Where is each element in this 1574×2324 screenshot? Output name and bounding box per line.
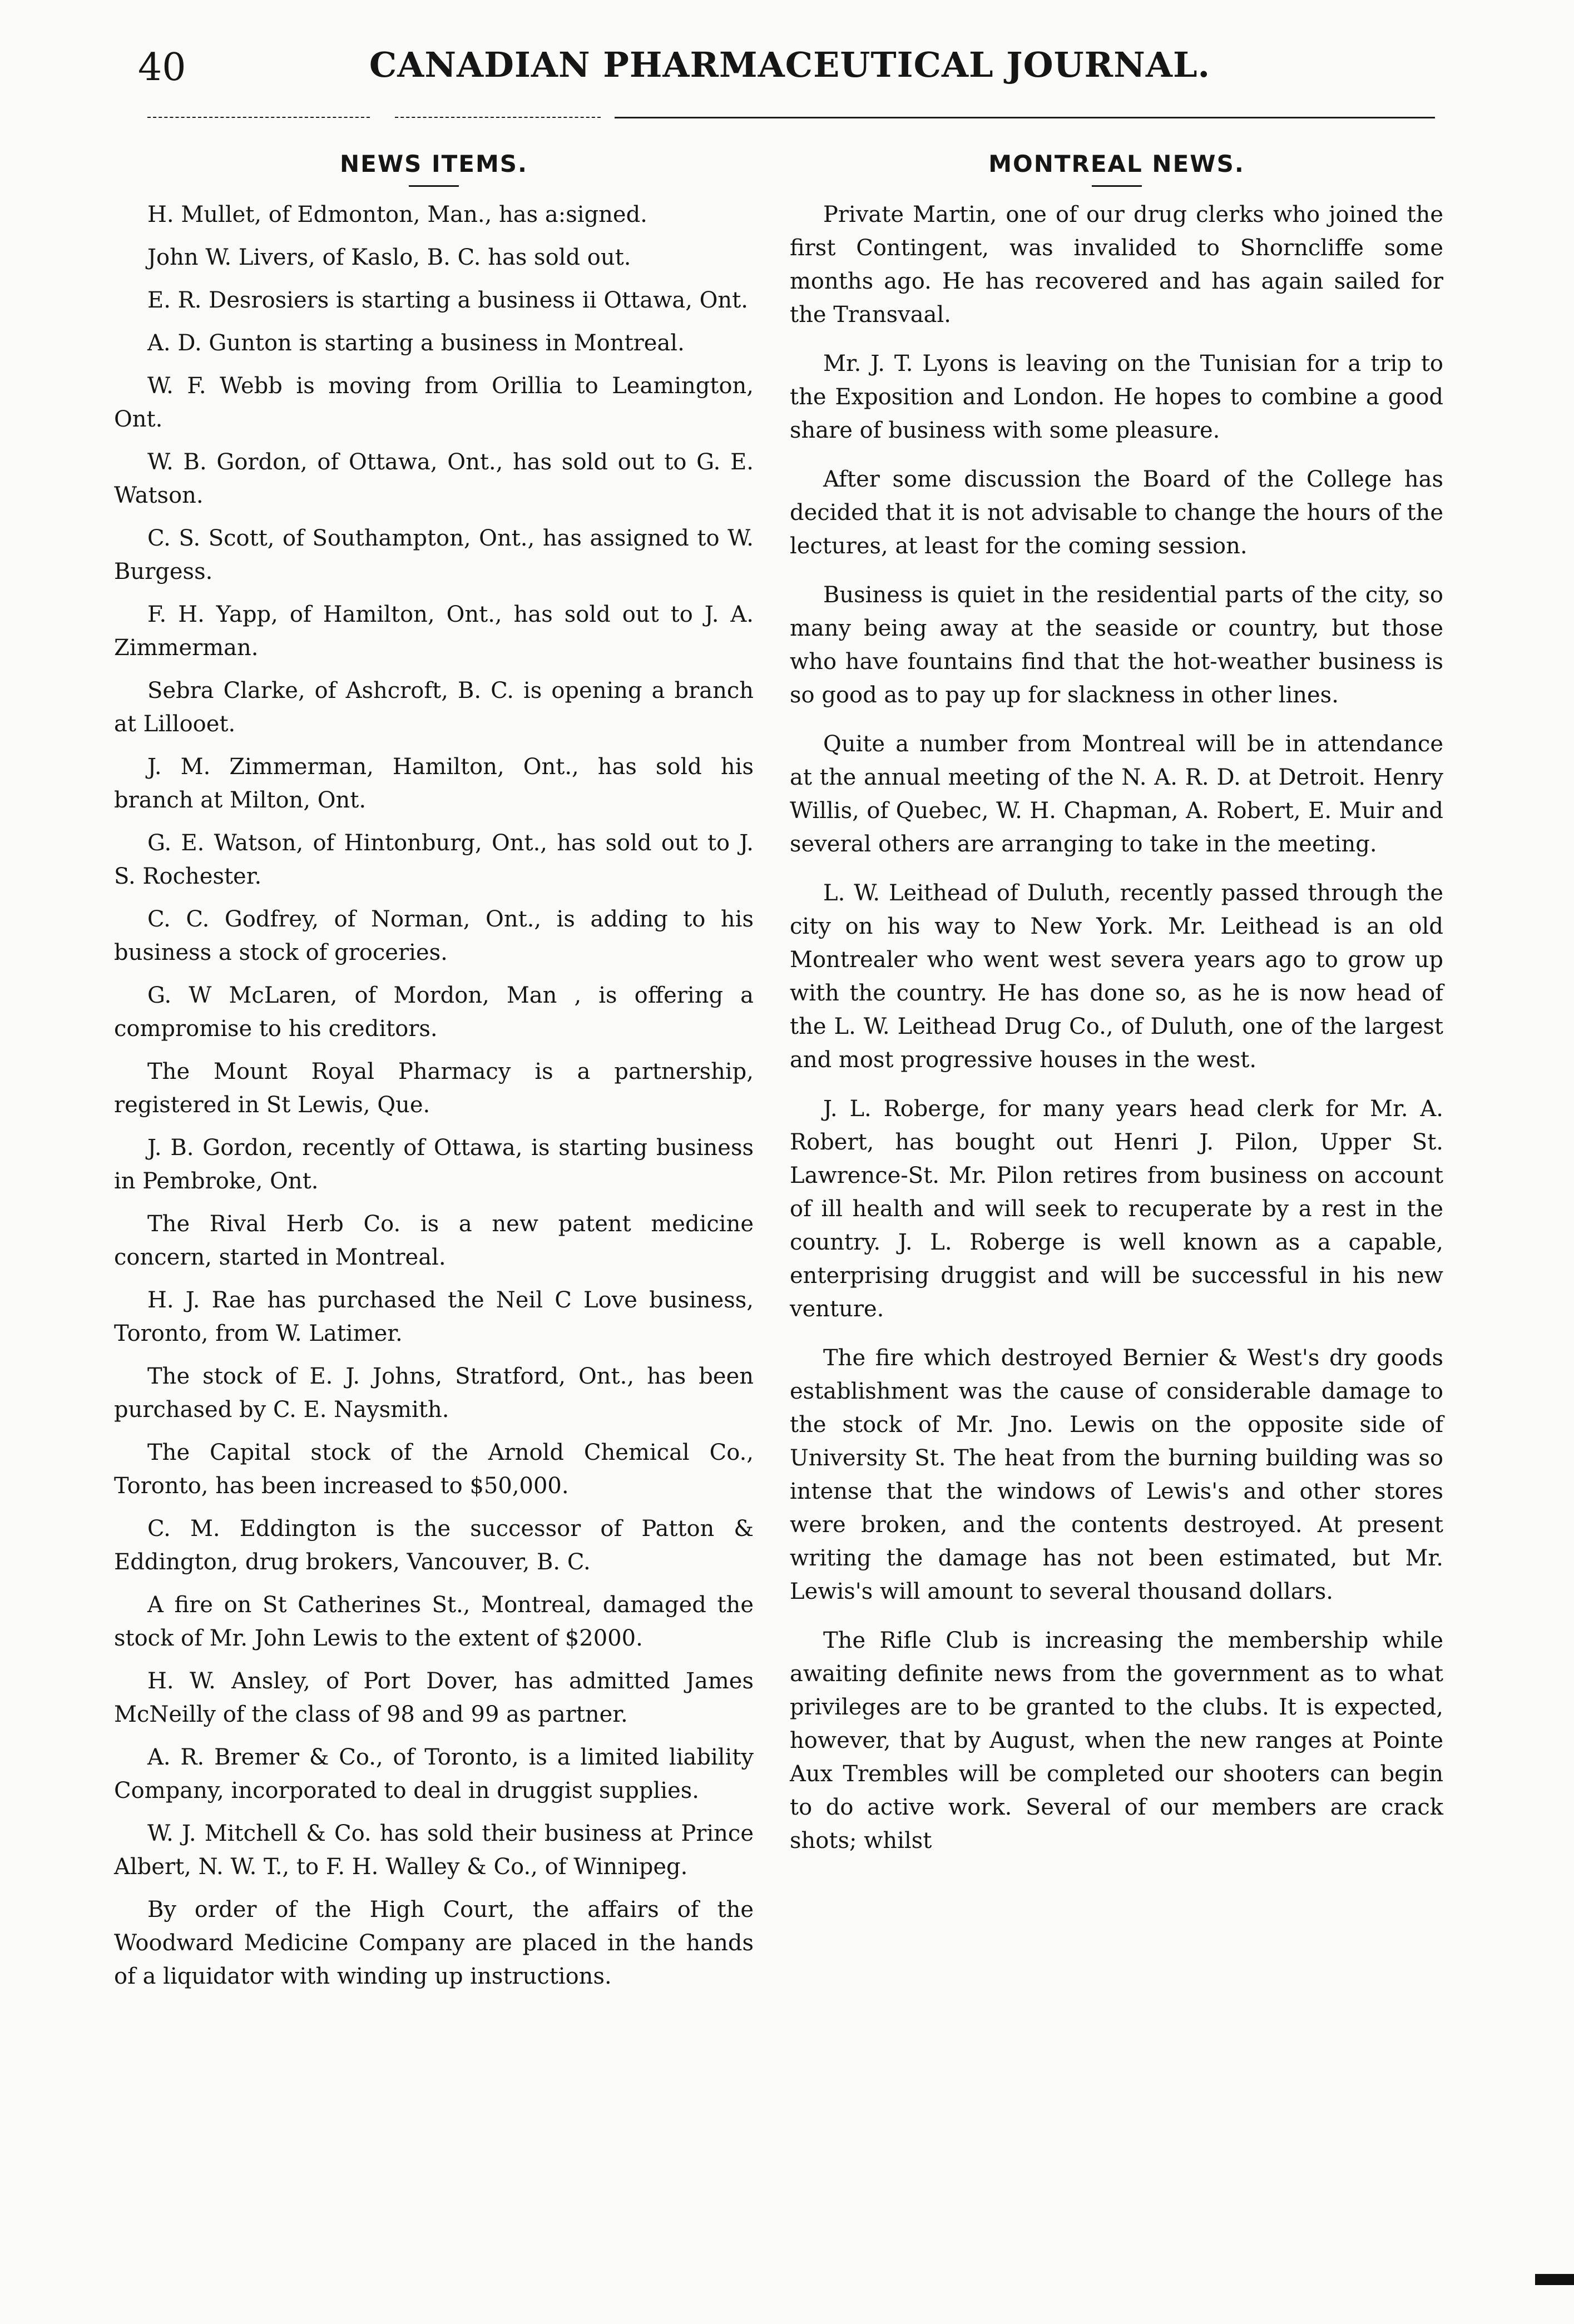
header-rule-right [615, 117, 1435, 118]
news-paragraph: C. M. Eddington is the successor of Patton & Eddington, drug brokers, Vancouver, B. C. [114, 1516, 754, 1575]
news-paragraph: The Capital stock of the Arnold Chemical Co., Toronto, has been increased to $50,000. [114, 1440, 754, 1499]
news-paragraph: Private Martin, one of our drug clerks who joined the first Contingent, was invalided to Shorncliffe some months ago. He has recovered and has again sailed for the Transvaal. [790, 202, 1443, 328]
news-paragraph: G. W McLaren, of Mordon, Man , is offering a compromise to his creditors. [114, 983, 754, 1042]
news-paragraph: J. L. Roberge, for many years head clerk for Mr. A. Robert, has bought out Henri J. Pilon, Upper St. Lawrence-St. Mr. Pilon retires from business on account of ill health and will seek to recuperate by a rest in the country. J. L. Roberge is well known as a capable, enterprising druggist and will be successful in his new venture. [790, 1096, 1443, 1322]
journal-title: CANADIAN PHARMACEUTICAL JOURNAL. [369, 44, 1211, 85]
montreal-news-heading [790, 150, 1443, 187]
heading-divider [409, 185, 459, 187]
news-items-heading-text: NEWS ITEMS. [339, 150, 528, 177]
news-paragraph: W. F. Webb is moving from Orillia to Leamington, Ont. [114, 373, 754, 432]
header-rule-middle [395, 117, 601, 118]
news-paragraph: E. R. Desrosiers is starting a business ii Ottawa, Ont. [147, 288, 748, 313]
news-paragraph: A fire on St Catherines St., Montreal, damaged the stock of Mr. John Lewis to the extent of $2000. [114, 1592, 754, 1651]
news-paragraph: A. D. Gunton is starting a business in Montreal. [147, 330, 685, 356]
news-paragraph: L. W. Leithead of Duluth, recently passed through the city on his way to New York. Mr. Leithead is an old Montrealer who went west severa years ago to grow up with the country. He has done so, as he is now head of the L. W. Leithead Drug Co., of Duluth, one of the largest and most progressive houses in the west. [790, 880, 1443, 1073]
news-items-heading [181, 150, 687, 187]
page-header [128, 44, 1452, 97]
news-paragraph: Business is quiet in the residential parts of the city, so many being away at the seaside or country, but those who have fountains find that the hot-weather business is so good as to pay up for slackness in other lines. [790, 582, 1443, 708]
news-paragraph: A. R. Bremer & Co., of Toronto, is a limited liability Company, incorporated to deal in druggist supplies. [114, 1745, 754, 1803]
news-paragraph: C. C. Godfrey, of Norman, Ont., is adding to his business a stock of groceries. [114, 906, 754, 965]
news-paragraph: Quite a number from Montreal will be in attendance at the annual meeting of the N. A. R. D. at Detroit. Henry Willis, of Quebec, W. H. Chapman, A. Robert, E. Muir and several others are arranging to take in the meeting. [790, 731, 1443, 857]
news-paragraph: The Rifle Club is increasing the membership while awaiting definite news from the government as to what privileges are to be granted to the clubs. It is expected, however, that by August, when the new ranges at Pointe Aux Trembles will be completed our shooters can begin to do active work. Several of our members are crack shots; whilst [790, 1628, 1443, 1854]
news-paragraph: C. S. Scott, of Southampton, Ont., has assigned to W. Burgess. [114, 526, 754, 584]
page-edge-mark [1535, 2274, 1574, 2285]
news-paragraph: Mr. J. T. Lyons is leaving on the Tunisian for a trip to the Exposition and London. He hopes to combine a good share of business with some pleasure. [790, 351, 1443, 443]
news-paragraph: The stock of E. J. Johns, Stratford, Ont., has been purchased by C. E. Naysmith. [114, 1364, 754, 1423]
page-number: 40 [138, 46, 186, 90]
news-paragraph: W. J. Mitchell & Co. has sold their business at Prince Albert, N. W. T., to F. H. Walley & Co., of Winnipeg. [114, 1821, 754, 1880]
heading-divider [1092, 185, 1142, 187]
news-paragraph: J. B. Gordon, recently of Ottawa, is starting business in Pembroke, Ont. [114, 1135, 754, 1194]
news-paragraph: The Mount Royal Pharmacy is a partnership, registered in St Lewis, Que. [114, 1059, 754, 1118]
montreal-news-heading-text: MONTREAL NEWS. [988, 150, 1245, 177]
news-paragraph: The Rival Herb Co. is a new patent medicine concern, started in Montreal. [114, 1211, 754, 1270]
news-paragraph: The fire which destroyed Bernier & West's dry goods establishment was the cause of considerable damage to the stock of Mr. Jno. Lewis on the opposite side of University St. The heat from the burning building was so intense that the windows of Lewis's and other stores were broken, and the contents destroyed. At present writing the damage has not been estimated, but Mr. Lewis's will amount to several thousand dollars. [790, 1345, 1443, 1604]
news-paragraph: After some discussion the Board of the College has decided that it is not advisable to change the hours of the lectures, at least for the coming session. [790, 467, 1443, 559]
news-paragraph: W. B. Gordon, of Ottawa, Ont., has sold out to G. E. Watson. [114, 449, 754, 508]
news-paragraph: By order of the High Court, the affairs of the Woodward Medicine Company are placed in the hands of a liquidator with winding up instructions. [114, 1897, 754, 1989]
news-paragraph: H. Mullet, of Edmonton, Man., has a:signed. [147, 202, 647, 227]
news-paragraph: H. J. Rae has purchased the Neil C Love business, Toronto, from W. Latimer. [114, 1287, 754, 1346]
montreal-news-column [790, 150, 1443, 1873]
news-paragraph: H. W. Ansley, of Port Dover, has admitted James McNeilly of the class of 98 and 99 as partner. [114, 1668, 754, 1727]
news-items-column [114, 150, 754, 2003]
news-paragraph: F. H. Yapp, of Hamilton, Ont., has sold out to J. A. Zimmerman. [114, 602, 754, 661]
news-paragraph: J. M. Zimmerman, Hamilton, Ont., has sold his branch at Milton, Ont. [114, 754, 754, 813]
news-paragraph: John W. Livers, of Kaslo, B. C. has sold out. [147, 245, 631, 270]
news-paragraph: G. E. Watson, of Hintonburg, Ont., has sold out to J. S. Rochester. [114, 830, 754, 889]
news-paragraph: Sebra Clarke, of Ashcroft, B. C. is opening a branch at Lillooet. [114, 678, 754, 737]
header-rule-left [147, 117, 370, 118]
